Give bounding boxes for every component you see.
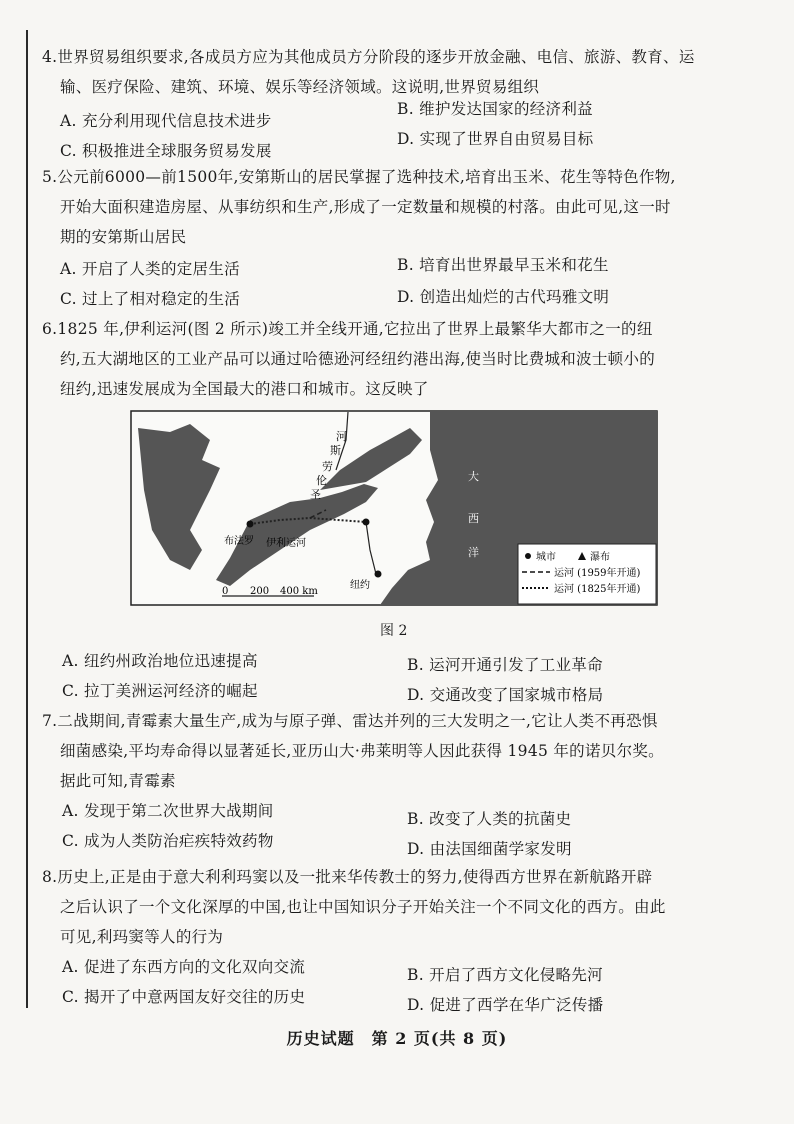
option-c[interactable]: C. 拉丁美洲运河经济的崛起 xyxy=(62,682,258,700)
river-label-char: 劳 xyxy=(322,460,333,473)
question-number: 7. xyxy=(42,712,58,730)
options xyxy=(60,952,760,1012)
option-a[interactable]: A. 充分利用现代信息技术进步 xyxy=(60,112,272,130)
stem-line: 据此可知,青霉素 xyxy=(60,772,176,790)
stem-line: 约,五大湖地区的工业产品可以通过哈德逊河经纽约港出海,使当时比费城和波士顿小的 xyxy=(60,350,656,368)
options xyxy=(60,796,760,856)
option-b[interactable]: B. 改变了人类的抗菌史 xyxy=(407,810,572,828)
option-d[interactable]: D. 促进了西学在华广泛传播 xyxy=(407,996,604,1014)
question-4 xyxy=(42,42,760,160)
scale-label-400: 400 km xyxy=(280,586,318,597)
city-buffalo xyxy=(247,521,254,528)
question-stem xyxy=(42,862,760,952)
legend-city-label: 城市 xyxy=(536,552,556,563)
option-a[interactable]: A. 促进了东西方向的文化双向交流 xyxy=(62,958,306,976)
question-6 xyxy=(42,314,760,404)
question-8 xyxy=(42,862,760,1014)
question-number: 5. xyxy=(42,168,58,186)
option-d[interactable]: D. 由法国细菌学家发明 xyxy=(407,840,572,858)
option-d[interactable]: D. 交通改变了国家城市格局 xyxy=(407,686,604,704)
legend-city-icon xyxy=(525,553,531,559)
erie-canal-label: 伊利运河 xyxy=(266,538,306,549)
ocean-label-char: 洋 xyxy=(468,546,479,559)
stem-line: 1825 年,伊利运河(图 2 所示)竣工并全线开通,它拉出了世界上最繁华大都市之一的纽 xyxy=(57,320,653,338)
question-stem xyxy=(42,162,760,252)
question-stem xyxy=(42,42,760,102)
buffalo-label: 布法罗 xyxy=(224,536,254,547)
figure-caption: 图 2 xyxy=(380,623,408,639)
legend-canal-1825-label: 运河 (1825年开通) xyxy=(554,584,641,595)
stem-line: 可见,利玛窦等人的行为 xyxy=(60,928,224,946)
stem-line: 细菌感染,平均寿命得以显著延长,亚历山大·弗莱明等人因此获得 1945 年的诺贝尔奖。 xyxy=(60,742,664,760)
option-d[interactable]: D. 创造出灿烂的古代玛雅文明 xyxy=(397,288,610,306)
river-label-char: 斯 xyxy=(330,444,341,457)
question-number: 8. xyxy=(42,868,58,886)
binding-margin-line xyxy=(26,30,28,1008)
option-b[interactable]: B. 运河开通引发了工业革命 xyxy=(407,656,603,674)
stem-line: 开始大面积建造房屋、从事纺织和生产,形成了一定数量和规模的村落。由此可见,这一时 xyxy=(60,198,671,216)
option-c[interactable]: C. 揭开了中意两国友好交往的历史 xyxy=(62,988,306,1006)
question-6-options xyxy=(60,646,760,706)
options xyxy=(60,94,760,160)
stem-line: 公元前6000—前1500年,安第斯山的居民掌握了选种技术,培育出玉米、花生等特色作物, xyxy=(57,168,676,186)
question-number: 4. xyxy=(42,48,58,66)
options xyxy=(60,252,760,312)
options xyxy=(60,646,760,706)
option-a[interactable]: A. 发现于第二次世界大战期间 xyxy=(62,802,274,820)
option-c[interactable]: C. 过上了相对稳定的生活 xyxy=(60,290,241,308)
stem-line: 输、医疗保险、建筑、环境、娱乐等经济领域。这说明,世界贸易组织 xyxy=(60,78,540,96)
legend-waterfall-label: 瀑布 xyxy=(590,552,610,563)
question-stem xyxy=(42,314,760,404)
option-d[interactable]: D. 实现了世界自由贸易目标 xyxy=(397,130,594,148)
question-number: 6. xyxy=(42,320,58,338)
stem-line: 世界贸易组织要求,各成员方应为其他成员方分阶段的逐步开放金融、电信、旅游、教育、运 xyxy=(57,48,695,66)
option-c[interactable]: C. 积极推进全球服务贸易发展 xyxy=(60,142,272,160)
option-a[interactable]: A. 纽约州政治地位迅速提高 xyxy=(62,652,258,670)
city-albany xyxy=(363,519,370,526)
question-7 xyxy=(42,706,760,858)
stem-line: 二战期间,青霉素大量生产,成为与原子弹、雷达并列的三大发明之一,它让人类不再恐惧 xyxy=(57,712,658,730)
option-b[interactable]: B. 维护发达国家的经济利益 xyxy=(397,100,593,118)
scale-label-0: 0 xyxy=(222,586,229,597)
ocean-label-char: 西 xyxy=(468,512,479,525)
map-svg xyxy=(130,410,658,606)
city-new-york xyxy=(375,571,382,578)
river-label-char: 河 xyxy=(336,430,347,443)
option-b[interactable]: B. 培育出世界最早玉米和花生 xyxy=(397,256,609,274)
option-b[interactable]: B. 开启了西方文化侵略先河 xyxy=(407,966,603,984)
legend-canal-1959-label: 运河 (1959年开通) xyxy=(554,568,641,579)
new-york-label: 纽约 xyxy=(350,580,370,591)
stem-line: 历史上,正是由于意大利利玛窦以及一批来华传教士的努力,使得西方世界在新航路开辟 xyxy=(57,868,653,886)
page-footer: 历史试题 第 2 页(共 8 页) xyxy=(286,1029,508,1048)
option-a[interactable]: A. 开启了人类的定居生活 xyxy=(60,260,240,278)
question-stem xyxy=(42,706,760,796)
stem-line: 期的安第斯山居民 xyxy=(60,228,187,246)
stem-line: 纽约,迅速发展成为全国最大的港口和城市。这反映了 xyxy=(60,380,429,398)
stem-line: 之后认识了一个文化深厚的中国,也让中国知识分子开始关注一个不同文化的西方。由此 xyxy=(60,898,666,916)
question-5 xyxy=(42,162,760,312)
river-label-char: 伦 xyxy=(316,474,327,487)
river-label-char: 圣 xyxy=(310,488,321,501)
scale-label-200: 200 xyxy=(250,586,270,597)
erie-canal-map xyxy=(130,410,658,606)
option-c[interactable]: C. 成为人类防治疟疾特效药物 xyxy=(62,832,274,850)
ocean-label-char: 大 xyxy=(468,470,479,483)
